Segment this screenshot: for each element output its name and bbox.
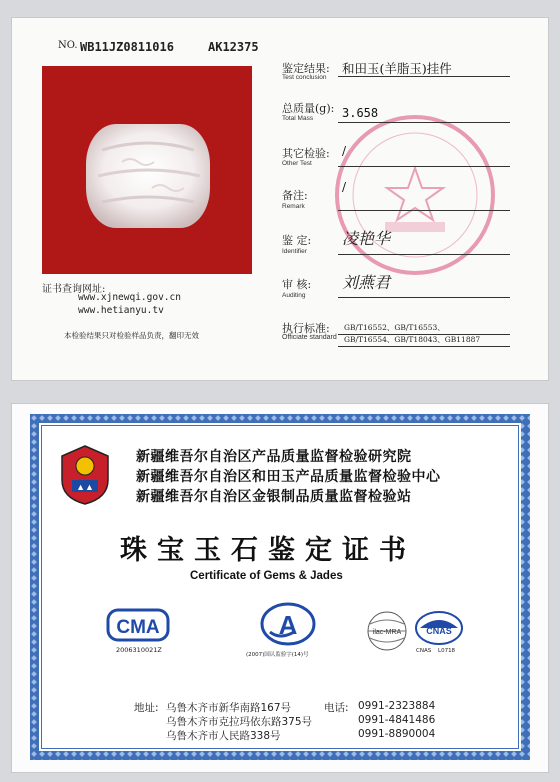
cnas-logo-icon [414, 610, 464, 646]
other-test-sublabel: Other Test [282, 160, 312, 167]
other-test-value: / [342, 144, 347, 158]
certificate-code: AK12375 [208, 40, 259, 54]
phone-3: 0991-8890004 [358, 728, 436, 740]
emblem-icon [58, 444, 112, 506]
address-2: 乌鲁木齐市克拉玛依东路375号 [166, 716, 313, 728]
identifier-label: 鉴 定: [282, 234, 312, 247]
address-3: 乌鲁木齐市人民路338号 [166, 730, 281, 742]
identifier-sublabel: Identifier [282, 248, 307, 255]
query-url-2: www.hetianyu.tv [78, 305, 164, 316]
cnas-caption-2: L0718 [438, 648, 456, 654]
ilac-logo-text: ilac-MRA [372, 629, 402, 636]
phone-label: 电话: [324, 702, 349, 714]
address-1: 乌鲁木齐市新华南路167号 [166, 702, 292, 714]
mass-label: 总质量(g): [282, 102, 335, 115]
cma-caption: 2006310021Z [116, 646, 162, 654]
cal-caption: (2007)国认监验字(14)号 [246, 652, 309, 658]
conclusion-sublabel: Test conclusion [282, 74, 327, 81]
certificate-number: WB11JZ0811016 [80, 40, 174, 54]
query-url-1: www.xjnewqi.gov.cn [78, 292, 181, 303]
remark-value: / [342, 180, 347, 194]
institution-2: 新疆维吾尔自治区和田玉产品质量监督检验中心 [136, 469, 441, 485]
institution-1: 新疆维吾尔自治区产品质量监督检验研究院 [136, 449, 412, 465]
cnas-caption-1: CNAS [416, 648, 432, 654]
mass-value: 3.658 [342, 106, 379, 120]
cma-logo-text: CMA [116, 617, 160, 638]
certificate-detail-card [12, 18, 548, 380]
auditing-sublabel: Auditing [282, 292, 306, 299]
address-label: 地址: [134, 702, 159, 714]
jade-photo [42, 66, 252, 274]
certificate-title-en: Certificate of Gems & Jades [190, 570, 343, 582]
conclusion-value: 和田玉(羊脂玉)挂件 [342, 61, 452, 76]
cnas-logo-text: CNAS [426, 626, 452, 636]
query-url-label: 证书查询网址: [42, 284, 106, 295]
standard-line-2: GB/T16554、GB/T18043、GB11887 [344, 335, 481, 344]
svg-text:A: A [278, 610, 298, 640]
disclaimer: 本检验结果只对检验样品负责，翻印无效 [64, 331, 199, 340]
conclusion-label: 鉴定结果: [282, 62, 330, 75]
identifier-signature: 凌艳华 [342, 229, 391, 248]
cma-logo-icon [106, 608, 170, 642]
cal-logo-icon [260, 602, 316, 646]
auditing-label: 审 核: [282, 278, 312, 291]
phone-2: 0991-4841486 [358, 714, 436, 726]
phone-1: 0991-2323884 [358, 700, 436, 712]
standard-label: 执行标准: [282, 322, 330, 335]
standard-sublabel: Officiate standard [282, 334, 337, 341]
ilac-logo-icon [364, 610, 410, 652]
auditing-signature: 刘燕君 [342, 273, 391, 292]
certificate-cover-card [12, 404, 548, 772]
standard-line-1: GB/T16552、GB/T16553、 [344, 323, 445, 332]
certificate-number-label: NO. [58, 40, 78, 51]
remark-label: 备注: [282, 189, 308, 202]
jade-pendant-image [42, 66, 252, 274]
institution-3: 新疆维吾尔自治区金银制品质量监督检验站 [136, 489, 412, 505]
certificate-title-cn: 珠宝玉石鉴定证书 [120, 535, 416, 566]
other-test-label: 其它检验: [282, 147, 330, 160]
remark-sublabel: Remark [282, 203, 305, 210]
mass-sublabel: Total Mass [282, 115, 314, 122]
svg-text:▲▲: ▲▲ [76, 482, 94, 492]
